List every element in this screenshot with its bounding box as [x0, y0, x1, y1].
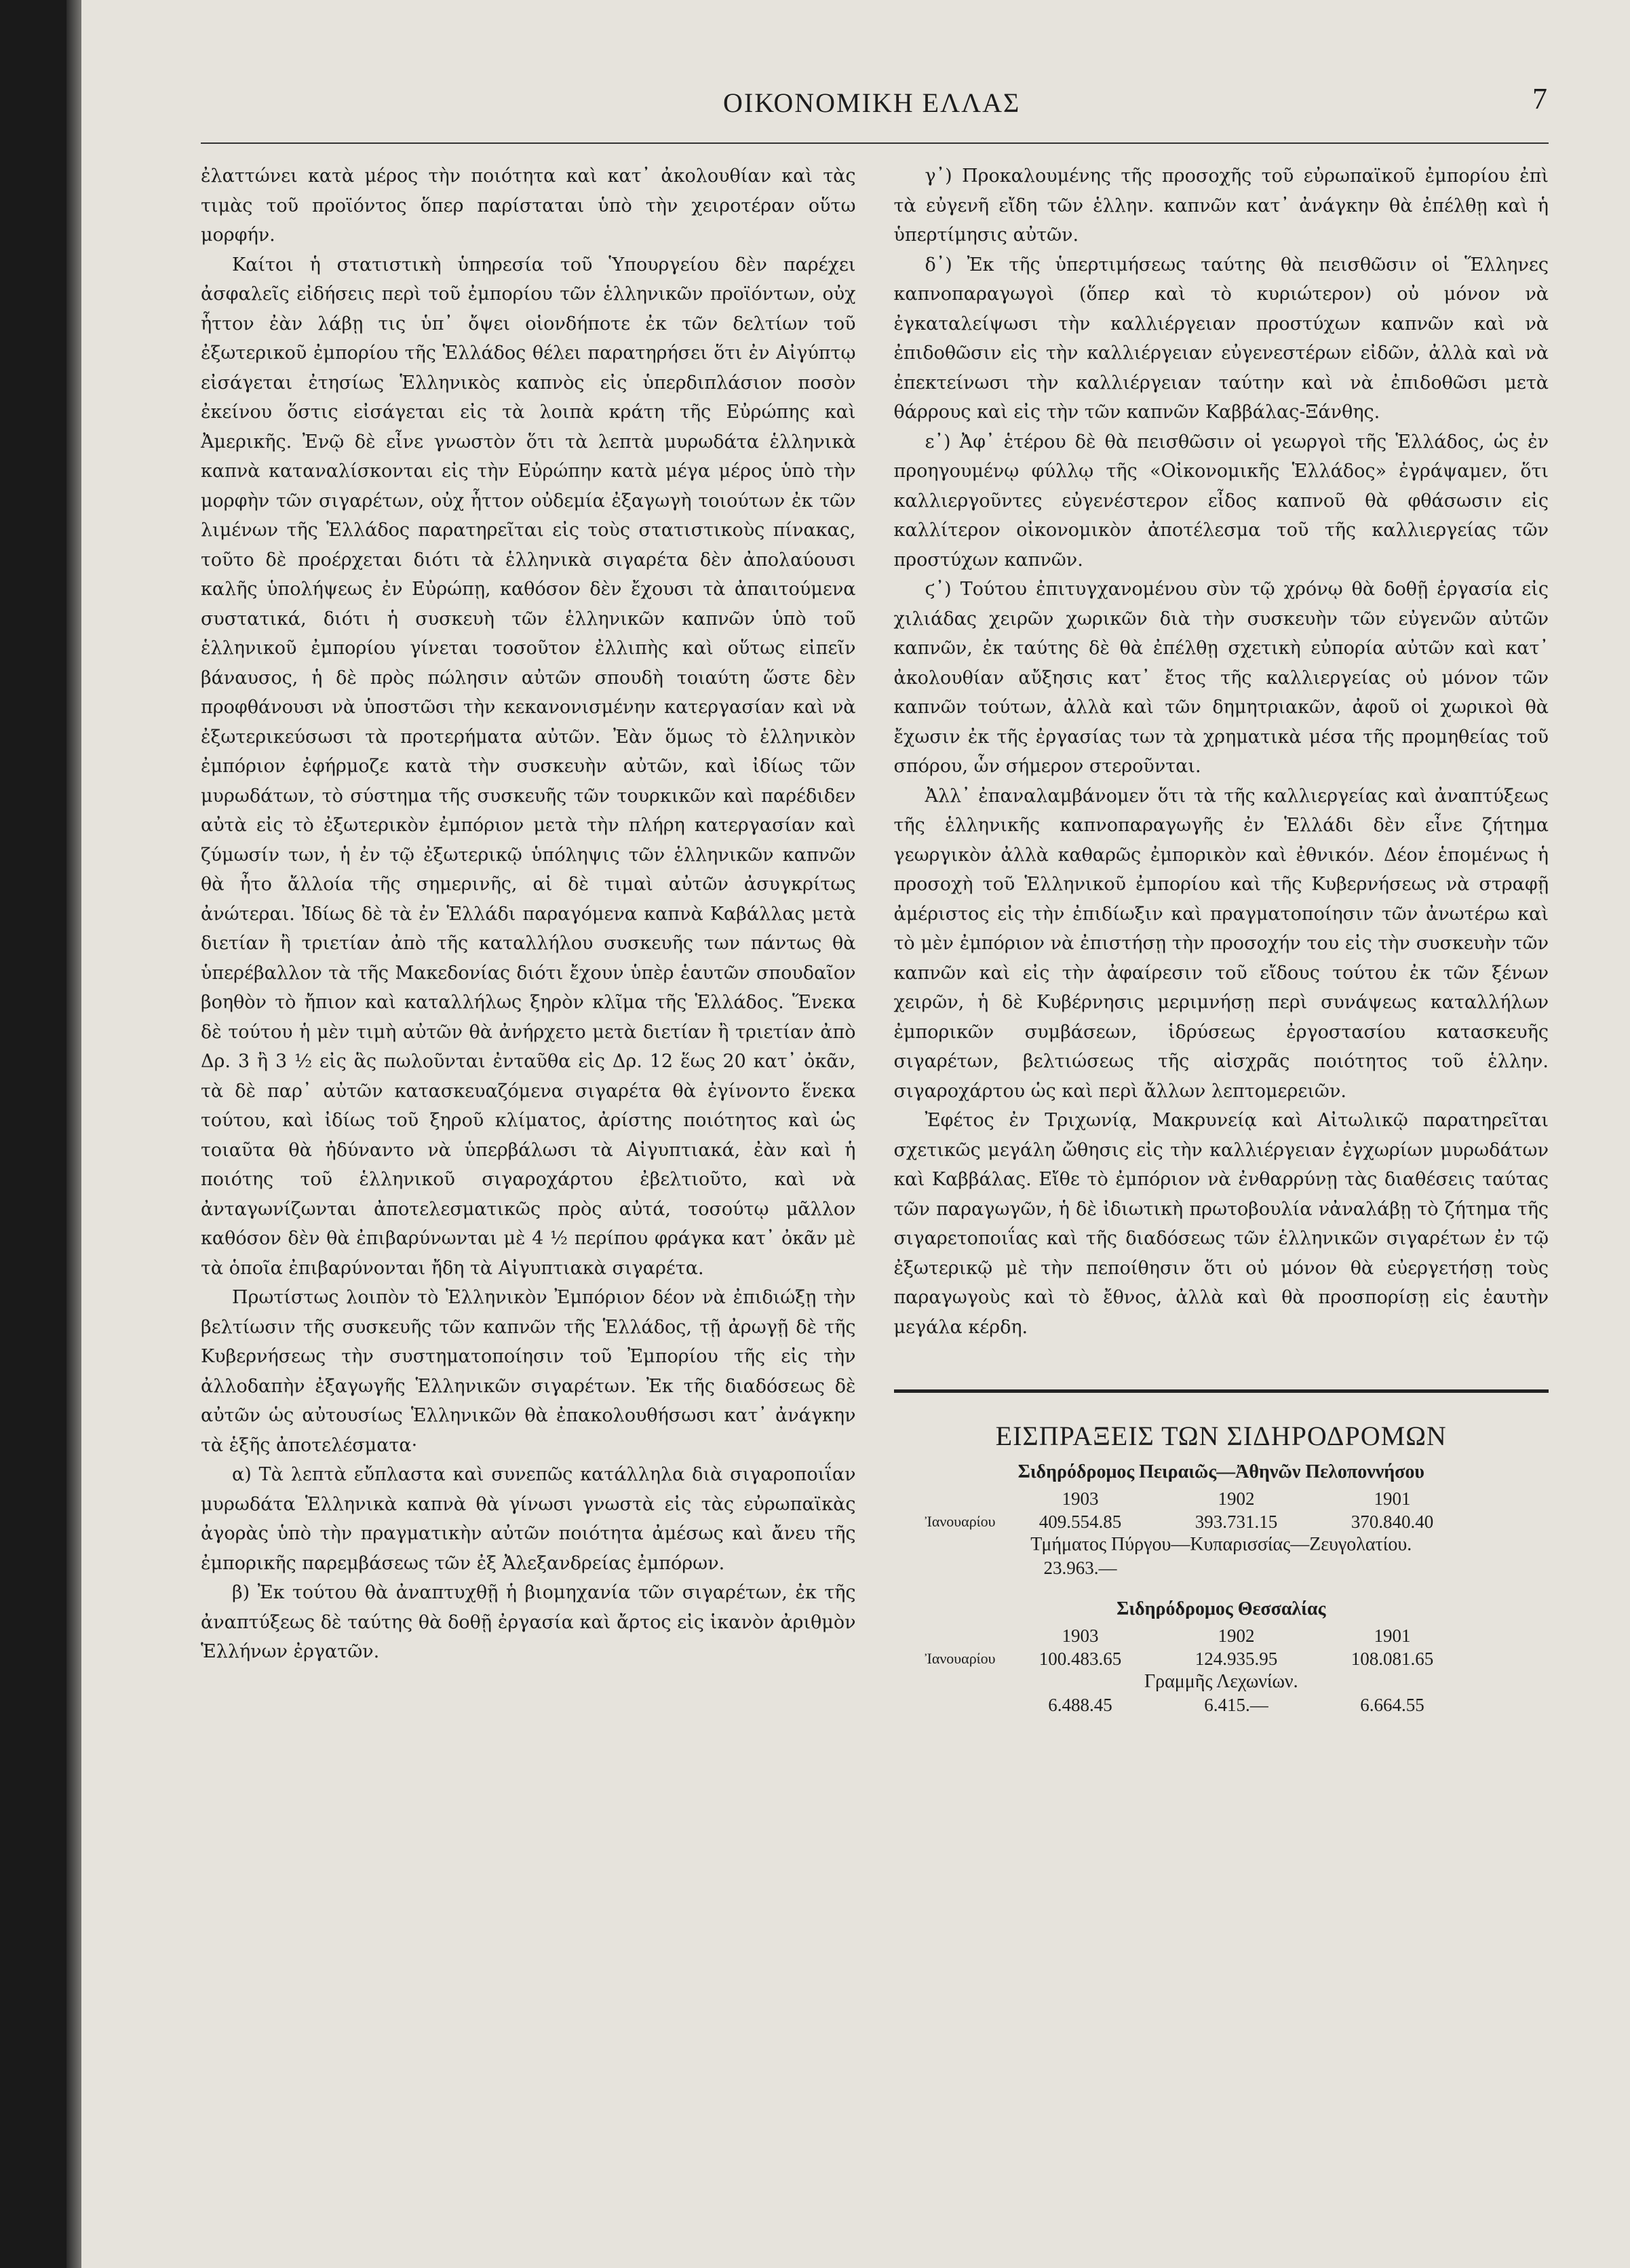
paragraph: ἐλαττώνει κατὰ μέρος τὴν ποιότητα καὶ κατ᾽ ἀκολουθίαν καὶ τὰς τιμὰς τοῦ προϊόντος ὅπερ παρίσταται ὑπὸ τὴν χειροτέραν οὕτω μορφήν.: [201, 166, 856, 246]
paragraph: Καίτοι ἡ στατιστικὴ ὑπηρεσία τοῦ Ὑπουργείου δὲν παρέχει ἀσφαλεῖς εἰδήσεις περὶ τοῦ ἐμπορίου τῶν ἑλληνικῶν προϊόντων, οὐχ ἧττον ἐὰν λάβῃ τις ὑπ᾽ ὄψει οἱονδήποτε ἐκ τῶν δελτίων τοῦ ἐξωτερικοῦ ἐμπορίου τῆς Ἑλλάδος θέλει παρατηρήσει ὅτι ἐν Αἰγύπτῳ εἰσάγεται ἐτησίως Ἑλληνικὸς καπνὸς εἰς ὑπερδιπλάσιον ποσὸν ἐκείνου ὅστις εἰσάγεται εἰς τὰ λοιπὰ κράτη τῆς Εὐρώπης καὶ Ἀμερικῆς. Ἐνῷ δὲ εἶνε γνωστὸν ὅτι τὰ λεπτὰ μυρωδάτα ἑλληνικὰ καπνὰ καταναλίσκονται εἰς τὴν Εὐρώπην κατὰ μέγα μέρος ὑπὸ τὴν μορφὴν τῶν σιγαρέτων, οὐχ ἧττον οὐδεμία ἐξαγωγὴ τοιούτων ἐκ τῶν λιμένων τῆς Ἑλλάδος παρατηρεῖται εἰς τοὺς στατιστικοὺς πίνακας, τοῦτο δὲ προέρχεται διότι τὰ ἑλληνικὰ σιγαρέτα δὲν ἀπολαύουσι καλῆς ὑπολήψεως ἐν Εὐρώπῃ, καθόσον δὲν ἔχουσι τὰ ἀπαιτούμενα συστατικά, διότι ἡ συσκευὴ τῶν ἑλληνικῶν καπνῶν ὑπὸ τοῦ ἑλληνικοῦ ἐμπορίου γίνεται τοσοῦτον ἐλλιπὴς καὶ οὕτως εἰπεῖν βάναυσος, ἡ δὲ πρὸς πώλησιν αὐτῶν σπουδὴ τοιαύτη ὥστε δὲν προφθάνουσι νὰ ὑποστῶσι τὴν κεκανονισμένην κατεργασίαν καὶ νὰ ἐξωτερικεύσωσι τὰ προτερήματα αὐτῶν. Ἐὰν ὅμως τὸ ἑλληνικὸν ἐμπόριον ἐφήρμοζε κατὰ τὴν συσκευὴν αὐτῶν, καὶ ἰδίως τῶν μυρωδάτων, τὸ σύστημα τῆς συσκευῆς τῶν τουρκικῶν καὶ παρέδιδεν αὐτὰ εἰς τὸ ἐξωτερικὸν ἐμπόριον μετὰ τὴν πλήρη κατεργασίαν καὶ ζύμωσίν των, ἡ ἐν τῷ ἐξωτερικῷ ὑπόληψις τῶν ἑλληνικῶν καπνῶν θὰ ἦτο ἄλλοία τῆς σημερινῆς, αἱ δὲ τιμαὶ αὐτῶν ἀσυγκρίτως ἀνώτεραι. Ἰδίως δὲ τὰ ἐν Ἑλλάδι παραγόμενα καπνὰ Καβάλλας μετὰ διετίαν ἢ τριετίαν ἀπὸ τῆς καταλλήλου συσκευῆς των πάντως θὰ ὑπερέβαλλον τὰ τῆς Μακεδονίας διότι ἔχουν ὑπὲρ ἑαυτῶν σπουδαῖον βοηθὸν τὸ ἤπιον καὶ καταλλήλως ξηρὸν κλῖμα τῆς Ἑλλάδος. Ἕνεκα δὲ τούτου ἡ μὲν τιμὴ αὐτῶν θὰ ἀνήρχετο μετὰ διετίαν ἢ τριετίαν ἀπὸ Δρ. 3 ἢ 3 ½ εἰς ἃς πωλοῦνται ἐνταῦθα εἰς Δρ. 12 ἕως 20 κατ᾽ ὀκᾶν, τὰ δὲ παρ᾽ αὐτῶν κατασκευαζόμενα σιγαρέτα θὰ ἐγίνοντο ἕνεκα τούτου, καὶ ἰδίως τοῦ ξηροῦ κλίματος, ἀρίστης ποιότητος καὶ ὡς τοιαῦτα θὰ ἠδύναντο νὰ ὑπερβάλωσι τὰ Αἰγυπτιακά, ἐὰν καὶ ἡ ποιότης τοῦ ἑλληνικοῦ σιγαροχάρτου ἐβελτιοῦτο, καὶ νὰ ἀνταγωνίζωνται ἀποτελεσματικῶς πρὸς αὐτά, τοσούτῳ μᾶλλον καθόσον δὲν θὰ ἐπιβαρύνωνται μὲ 4 ½ περίπου φράγκα κατ᾽ ὀκᾶν μὲ τὰ ὁποῖα ἐπιβαρύνονται ἤδη τὰ Αἰγυπτιακὰ σιγαρέτα.: [201, 254, 856, 1279]
section-note: Γραμμῆς Λεχωνίων.: [1144, 1671, 1298, 1692]
month-label: Ἰανουαρίου: [925, 1650, 996, 1667]
railway-table-title: ΕΙΣΠΡΑΞΕΙΣ ΤΩΝ ΣΙΔΗΡΟΔΡΟΜΩΝ: [995, 1421, 1447, 1451]
railway-receipts-table: [894, 1389, 1549, 1716]
right-column: [894, 161, 1549, 1716]
paragraph: ε᾽) Ἀφ᾽ ἑτέρου δὲ θὰ πεισθῶσιν οἱ γεωργοὶ τῆς Ἑλλάδος, ὡς ἐν προηγουμένῳ φύλλῳ τῆς «Οἰκονομικῆς Ἑλλάδος» ἐγράψαμεν, ὅτι καλλιεργοῦντες εὐγενέστερον εἶδος καπνοῦ θὰ φθάσωσιν εἰς καλλίτερον οἰκονομικὸν ἀποτέλεσμα τοῦ τῆς καλλιεργείας τῶν προστύχων καπνῶν.: [893, 431, 1549, 571]
running-head: [201, 81, 1549, 130]
header-rule: [201, 142, 1549, 144]
page-number: 7: [1532, 82, 1549, 115]
receipt-value: 6.488.45: [1048, 1695, 1112, 1715]
right-column-text: [894, 161, 1549, 1342]
receipts-row: [894, 1510, 1549, 1533]
year: 1902: [1218, 1488, 1255, 1509]
receipts-row: [894, 1647, 1549, 1670]
left-column: [201, 161, 856, 1716]
paragraph: Ἐφέτος ἐν Τριχωνίᾳ, Μακρυνείᾳ καὶ Αἰτωλικῷ παρατηρεῖται σχετικῶς μεγάλη ὤθησις εἰς τὴν καλλιέργειαν ἐγχωρίων μυρωδάτων καὶ Καββάλας. Εἴθε τὸ ἐμπόριον νὰ ἐνθαρρύνῃ τὰς διαθέσεις ταύτας τῶν παραγωγῶν, ἡ δὲ ἰδιωτικὴ πρωτοβουλία νἀναλάβῃ τὸ ζήτημα τῆς σιγαρετοποιΐας καὶ τῆς διαδόσεως τῶν ἑλληνικῶν σιγαρέτων ἐν τῷ ἐξωτερικῷ μὲ τὴν πεποίθησιν ὅτι οὐ μόνον θὰ εὐεργετήσῃ τοὺς παραγωγοὺς καὶ τὸ ἔθνος, ἀλλὰ καὶ θὰ προσπορίσῃ εἰς ἑαυτὴν μεγάλα κέρδη.: [893, 1110, 1549, 1338]
year: 1901: [1374, 1488, 1411, 1509]
year: 1902: [1218, 1626, 1255, 1646]
receipt-value: 108.081.65: [1351, 1649, 1434, 1669]
section-value-row: [894, 1556, 1549, 1579]
paragraph: δ᾽) Ἐκ τῆς ὑπερτιμήσεως ταύτης θὰ πεισθῶσιν οἱ Ἕλληνες καπνοπαραγωγοὶ (ὅπερ καὶ τὸ κυριώτερον) οὐ μόνον νὰ ἐγκαταλείψωσι τὴν καλλιέργειαν προστύχων καπνῶν καὶ νὰ ἐπιδοθῶσιν εἰς τὴν καλλιέργειαν εὐγενεστέρων εἰδῶν, ἀλλὰ καὶ νὰ ἐπεκτείνωσι τὴν καλλιέργειαν ταύτην καὶ νὰ ἐπιδοθῶσι μετὰ θάρρους καὶ εἰς τὴν τῶν καπνῶν Καββάλας-Ξάνθης.: [893, 254, 1549, 423]
receipt-value: 6.415.—: [1204, 1695, 1268, 1715]
receipt-value: 100.483.65: [1039, 1649, 1122, 1669]
paragraph: β) Ἐκ τούτου θὰ ἀναπτυχθῇ ἡ βιομηχανία τῶν σιγαρέτων, ἐκ τῆς ἀναπτύξεως δὲ ταύτης θὰ δοθῇ ἐργασία καὶ ἄρτος εἰς ἱκανὸν ἀριθμὸν Ἑλλήνων ἐργατῶν.: [201, 1582, 856, 1662]
receipt-value: 370.840.40: [1351, 1512, 1434, 1532]
receipt-value: 6.664.55: [1360, 1695, 1424, 1715]
year-row: [894, 1624, 1549, 1647]
section-note: Τμήματος Πύργου—Κυπαρισσίας—Ζευγολατίου.: [1030, 1534, 1412, 1555]
paragraph: Πρωτίστως λοιπὸν τὸ Ἑλληνικὸν Ἐμπόριον δέον νὰ ἐπιδιώξῃ τὴν βελτίωσιν τῆς συσκευῆς τῶν καπνῶν τῆς Ἑλλάδος, τῇ ἀρωγῇ δὲ τῆς Κυβερνήσεως τὴν συστηματοποίησιν τοῦ Ἐμπορίου τῆς εἰς τὴν ἀλλοδαπὴν ἐξαγωγῆς Ἑλληνικῶν σιγαρέτων. Ἐκ τῆς διαδόσεως δὲ αὐτῶν ὡς αὐτουσίως Ἑλληνικῶν θὰ ἐπακολουθήσωσι κατ᾽ ἀνάγκην τὰ ἑξῆς ἀποτελέσματα·: [201, 1287, 856, 1456]
paragraph: ϛ᾽) Τούτου ἐπιτυγχανομένου σὺν τῷ χρόνῳ θὰ δοθῇ ἐργασία εἰς χιλιάδας χειρῶν χωρικῶν διὰ τὴν συσκευὴν τῶν εὐγενῶν αὐτῶν καπνῶν, ἐκ ταύτης δὲ θὰ ἐπέλθῃ σχετικὴ εὐπορία αὐτῶν καὶ κατ᾽ ἀκολουθίαν αὔξησις κατ᾽ ἔτος τῆς καλλιεργείας οὐ μόνον τῶν καπνῶν τούτων, ἀλλὰ καὶ τῶν δημητριακῶν, ἀφοῦ οἱ χωρικοὶ θὰ ἔχωσιν ἐκ τῆς ἐργασίας των τὰ χρηματικὰ μέσα τῆς προμηθείας τοῦ σπόρου, ὧν σήμερον στεροῦνται.: [893, 579, 1549, 777]
journal-title: ΟΙΚΟΝΟΜΙΚΗ ΕΛΛΑΣ: [723, 88, 1021, 118]
paragraph: Ἀλλ᾽ ἐπαναλαμβάνομεν ὅτι τὰ τῆς καλλιεργείας καὶ ἀναπτύξεως τῆς ἑλληνικῆς καπνοπαραγωγῆς ἐν Ἑλλάδι δὲν εἶνε ζήτημα γεωργικὸν ἀλλὰ καθαρῶς ἐμπορικὸν καὶ ἐθνικόν. Δέον ἑπομένως ἡ προσοχὴ τοῦ Ἑλληνικοῦ ἐμπορίου καὶ τῆς Κυβερνήσεως νὰ στραφῇ ἀμέριστος εἰς τὴν ἐπιδίωξιν καὶ πραγματοποίησιν τῶν ἀνωτέρω καὶ τὸ μὲν ἐμπόριον νὰ ἐπιστήσῃ τὴν προσοχήν του εἰς τὴν συσκευὴν τῶν καπνῶν καὶ εἰς τὴν ἀφαίρεσιν τοῦ εἴδους τούτου ἐκ τῶν ξένων χειρῶν, ἡ δὲ Κυβέρνησις μεριμνήσῃ περὶ συνάψεως καταλλήλων ἐμπορικῶν συμβάσεων, ἱδρύσεως ἐργοστασίου κατασκευῆς σιγαρέτων, βελτιώσεως τῆς αἰσχρᾶς ποιότητος τοῦ ἑλλην. σιγαροχάρτου ὡς καὶ περὶ ἄλλων λεπτομερειῶν.: [893, 785, 1549, 1102]
year-row: [894, 1487, 1549, 1510]
receipts-row: [894, 1693, 1549, 1716]
year: 1903: [1062, 1488, 1099, 1509]
receipt-value: 393.731.15: [1195, 1512, 1278, 1532]
month-label: Ἰανουαρίου: [925, 1513, 996, 1530]
text-columns: [201, 161, 1549, 1716]
railway-line-name: Σιδηρόδρομος Πειραιῶς—Ἀθηνῶν Πελοποννήσου: [1017, 1461, 1424, 1482]
paragraph: α) Τὰ λεπτὰ εὔπλαστα καὶ συνεπῶς κατάλληλα διὰ σιγαροποιΐαν μυρωδάτα Ἑλληνικὰ καπνὰ θὰ γίνωσι γνωστὰ εἰς τὰς εὐρωπαϊκὰς ἀγορὰς ὑπὸ τὴν πραγματικὴν αὐτῶν ποιότητα ἀμέσως καὶ ἄνευ τῆς ἐμπορικῆς παρεμβάσεως τῶν ἐξ Ἀλεξανδρείας ἐμπόρων.: [201, 1464, 856, 1574]
year: 1901: [1374, 1626, 1411, 1646]
receipt-value: 124.935.95: [1195, 1649, 1278, 1669]
railway-line-name: Σιδηρόδρομος Θεσσαλίας: [1117, 1598, 1326, 1619]
receipt-value: 409.554.85: [1039, 1512, 1122, 1532]
year: 1903: [1062, 1626, 1099, 1646]
journal-page: [81, 0, 1630, 2268]
section-value: 23.963.—: [1043, 1558, 1117, 1578]
paragraph: γ᾽) Προκαλουμένης τῆς προσοχῆς τοῦ εὐρωπαϊκοῦ ἐμπορίου ἐπὶ τὰ εὐγενῆ εἴδη τῶν ἑλλην. καπνῶν κατ᾽ ἀνάγκην θὰ ἐπέλθῃ καὶ ἡ ὑπερτίμησις αὐτῶν.: [893, 166, 1549, 246]
